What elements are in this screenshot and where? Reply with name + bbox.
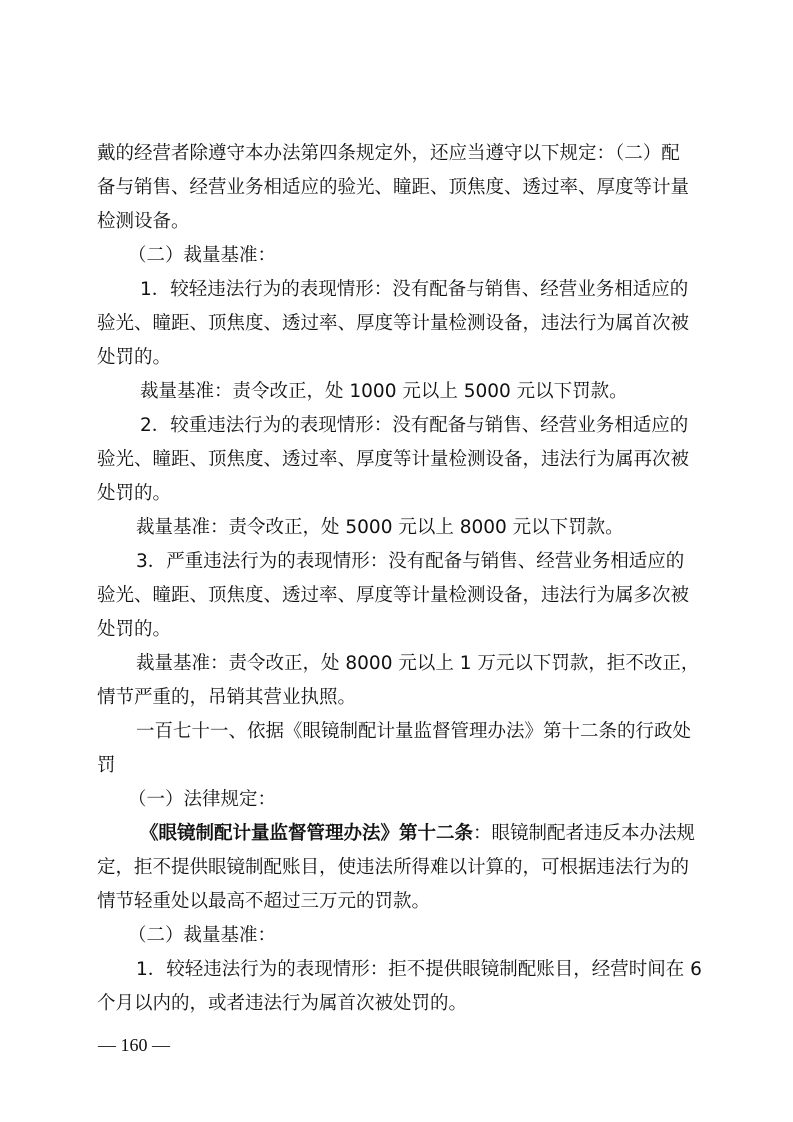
line-text: 备与销售、经营业务相适应的验光、瞳距、顶焦度、透过率、厚度等计量	[97, 177, 690, 198]
section-heading	[0, 924, 793, 948]
line-text: 处罚的。	[97, 347, 172, 368]
line-text: 处罚的。	[97, 619, 172, 640]
paragraph-line	[0, 482, 793, 506]
line-text: 处罚的。	[97, 483, 172, 504]
paragraph-line	[0, 448, 793, 472]
line-text: 验光、瞳距、顶焦度、透过率、厚度等计量检测设备，违法行为属多次被	[97, 585, 690, 606]
line-text: 戴的经营者除遵守本办法第四条规定外，还应当遵守以下规定：（二）配	[97, 143, 680, 164]
paragraph-line	[0, 856, 793, 880]
paragraph-line	[0, 516, 793, 540]
line-text: 情节轻重处以最高不超过三万元的罚款。	[97, 891, 431, 912]
line-text: （一）法律规定：	[128, 789, 277, 810]
line-text: 检测设备。	[97, 211, 190, 232]
line-text: 2．较重违法行为的表现情形：没有配备与销售、经营业务相适应的	[140, 415, 689, 436]
line-text: 一百七十一、依据《眼镜制配计量监督管理办法》第十二条的行政处	[136, 721, 692, 742]
paragraph-line	[0, 346, 793, 370]
paragraph-line	[0, 992, 793, 1016]
line-text: 验光、瞳距、顶焦度、透过率、厚度等计量检测设备，违法行为属首次被	[97, 313, 690, 334]
line-text: 1．较轻违法行为的表现情形：拒不提供眼镜制配账目，经营时间在 6	[136, 959, 702, 980]
article-heading	[0, 754, 793, 778]
line-text: 1．较轻违法行为的表现情形：没有配备与销售、经营业务相适应的	[140, 279, 689, 300]
line-text: 情节严重的，吊销其营业执照。	[97, 687, 357, 708]
paragraph-line	[0, 176, 793, 200]
line-text: ：眼镜制配者违反本办法规	[473, 823, 696, 844]
line-text: 裁量基准：责令改正，处 8000 元以上 1 万元以下罚款，拒不改正，	[136, 653, 700, 674]
paragraph-line	[0, 584, 793, 608]
paragraph-line	[0, 618, 793, 642]
paragraph-line	[0, 550, 793, 574]
paragraph-line	[0, 312, 793, 336]
article-heading	[0, 720, 793, 744]
section-heading	[0, 788, 793, 812]
section-heading	[0, 244, 793, 268]
page-number: — 160 —	[98, 1035, 170, 1055]
line-text: （二）裁量基准：	[128, 245, 277, 266]
paragraph-line	[0, 278, 793, 302]
line-text: 验光、瞳距、顶焦度、透过率、厚度等计量检测设备，违法行为属再次被	[97, 449, 690, 470]
paragraph-line	[0, 380, 793, 404]
line-text: （二）裁量基准：	[128, 925, 277, 946]
paragraph-line	[0, 686, 793, 710]
line-text: 3．严重违法行为的表现情形：没有配备与销售、经营业务相适应的	[136, 551, 685, 572]
paragraph-line	[0, 414, 793, 438]
paragraph-line	[0, 822, 793, 846]
line-text: 定，拒不提供眼镜制配账目，使违法所得难以计算的，可根据违法行为的	[97, 857, 690, 878]
law-citation: 《眼镜制配计量监督管理办法》第十二条	[140, 823, 474, 844]
line-text: 罚	[97, 755, 116, 776]
line-text: 个月以内的，或者违法行为属首次被处罚的。	[97, 993, 468, 1014]
paragraph-line	[0, 652, 793, 676]
paragraph-line	[0, 142, 793, 166]
paragraph-line	[0, 958, 793, 982]
paragraph-line	[0, 890, 793, 914]
line-text: 裁量基准：责令改正，处 5000 元以上 8000 元以下罚款。	[136, 517, 624, 538]
paragraph-line	[0, 210, 793, 234]
line-text: 裁量基准：责令改正，处 1000 元以上 5000 元以下罚款。	[140, 381, 628, 402]
